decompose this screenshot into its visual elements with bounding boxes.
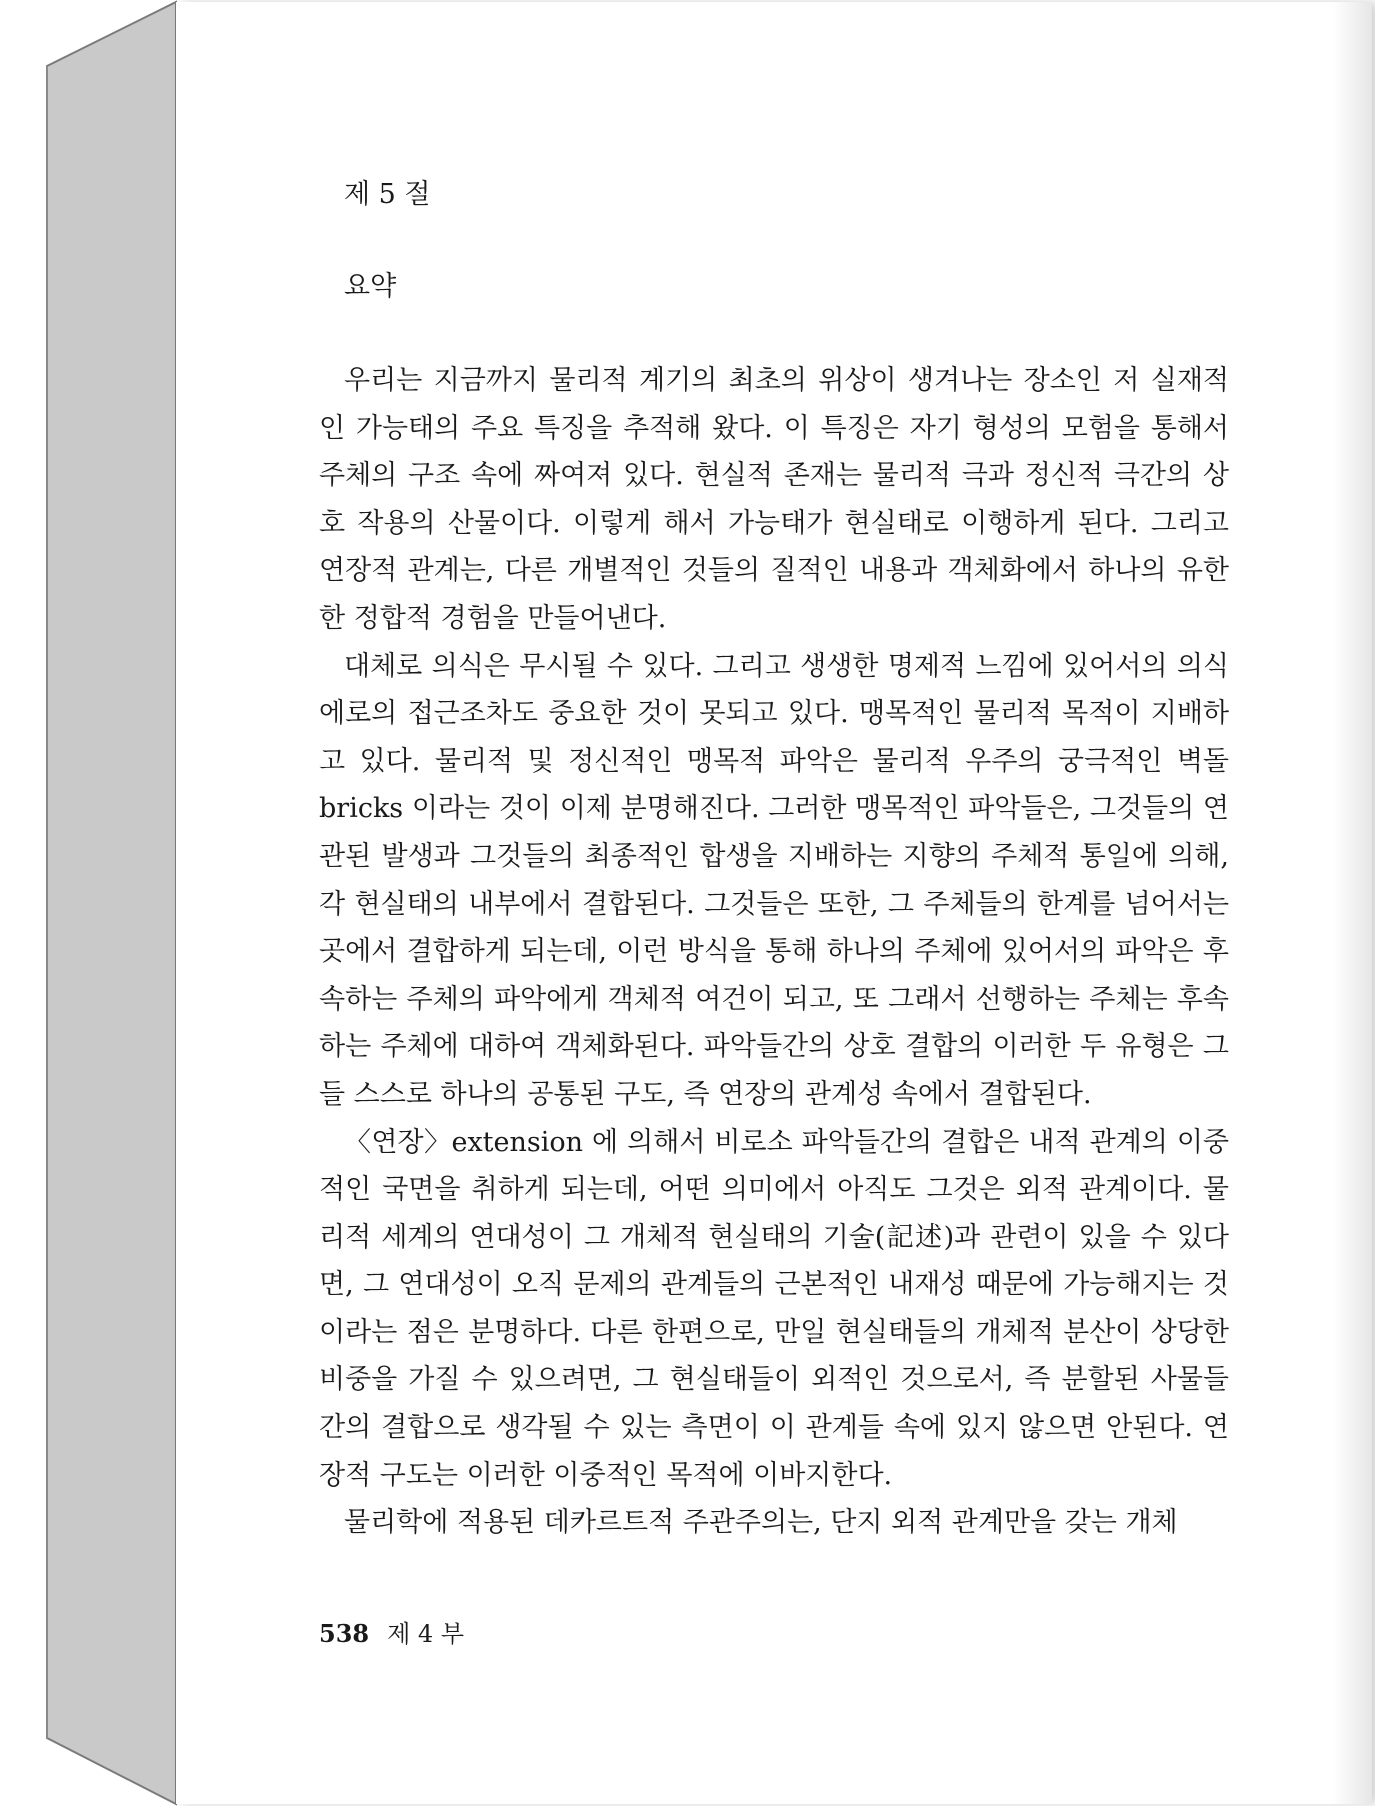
- part-label: 제 4 부: [387, 1620, 465, 1648]
- page-edge-shadow: [1332, 2, 1372, 1804]
- paragraph-2: 대체로 의식은 무시될 수 있다. 그리고 생생한 명제적 느낌에 있어서의 의식에로의 접근조차도 중요한 것이 못되고 있다. 맹목적인 물리적 목적이 지배하고 있다. 물리적 및 정신적인 맹목적 파악은 물리적 우주의 궁극적인 벽돌 bricks 이라는 것이 이제 분명해진다. 그러한 맹목적인 파악들은, 그것들의 연관된 발생과 그것들의 최종적인 합생을 지배하는 지향의 주체적 통일에 의해, 각 현실태의 내부에서 결합된다. 그것들은 또한, 그 주체들의 한계를 넘어서는 곳에서 결합하게 되는데, 이런 방식을 통해 하나의 주체에 있어서의 파악은 후속하는 주체의 파악에게 객체적 여건이 되고, 또 그래서 선행하는 주체는 후속하는 주체에 대하여 객체화된다. 파악들간의 상호 결합의 이러한 두 유형은 그들 스스로 하나의 공통된 구도, 즉 연장의 관계성 속에서 결합된다.: [319, 650, 1229, 1110]
- paragraph-4: 물리학에 적용된 데카르트적 주관주의는, 단지 외적 관계만을 갖는 개체: [344, 1507, 1178, 1539]
- section-number: 제 5 절: [344, 179, 431, 210]
- body-text: [319, 357, 1229, 1547]
- book-page: [176, 2, 1372, 1804]
- page-footer: [319, 1614, 464, 1649]
- paragraph-3: 〈연장〉extension 에 의해서 비로소 파악들간의 결합은 내적 관계의 이중적인 국면을 취하게 되는데, 어떤 의미에서 아직도 그것은 외적 관계이다. 물리적 세계의 연대성이 그 개체적 현실태의 기술(記述)과 관련이 있을 수 있다면, 그 연대성이 오직 문제의 관계들의 근본적인 내재성 때문에 가능해지는 것이라는 점은 분명하다. 다른 한편으로, 만일 현실태들의 개체적 분산이 상당한 비중을 가질 수 있으려면, 그 현실태들이 외적인 것으로서, 즉 분할된 사물들간의 결합으로 생각될 수 있는 측면이 이 관계들 속에 있지 않으면 안된다. 연장적 구도는 이러한 이중적인 목적에 이바지한다.: [319, 1126, 1229, 1491]
- page-number: 538: [319, 1619, 370, 1648]
- section-title: 요약: [344, 271, 397, 302]
- paragraph-1: 우리는 지금까지 물리적 계기의 최초의 위상이 생겨나는 장소인 저 실재적인 가능태의 주요 특징을 추적해 왔다. 이 특징은 자기 형성의 모험을 통해서 주체의 구조 속에 짜여져 있다. 현실적 존재는 물리적 극과 정신적 극간의 상호 작용의 산물이다. 이렇게 해서 가능태가 현실태로 이행하게 된다. 그리고 연장적 관계는, 다른 개별적인 것들의 질적인 내용과 객체화에서 하나의 유한한 정합적 경험을 만들어낸다.: [319, 365, 1229, 634]
